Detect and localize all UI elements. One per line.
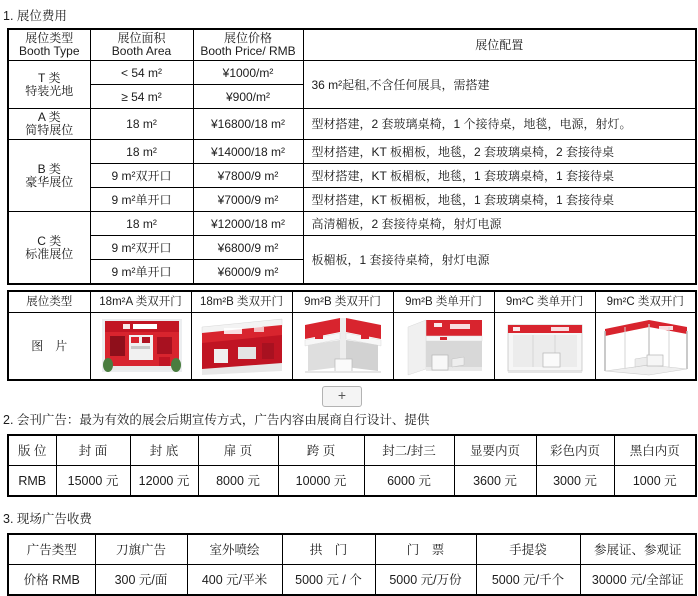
- onsite-price-flag-ad: 300 元/面: [95, 565, 187, 596]
- b-price-1: ¥14000/18 m²: [193, 140, 303, 164]
- journal-header-inside-covers: 封二/封三: [364, 435, 454, 466]
- booth-fee-table: [7, 28, 697, 285]
- journal-header-color-page: 彩色内页: [536, 435, 614, 466]
- picture-col-9c-single: 9m²C 类单开门: [494, 291, 595, 313]
- journal-row-label: RMB: [8, 466, 56, 497]
- c-config-merged: 板楣板，1 套接待桌椅，射灯电源: [303, 236, 696, 285]
- section2-title: 2. 会刊广告：最为有效的展会后期宣传方式，广告内容由展商自行设计、提供: [3, 413, 430, 427]
- journal-price-back-cover: 12000 元: [130, 466, 198, 497]
- onsite-price-outdoor-print: 400 元/平米: [187, 565, 282, 596]
- c-area-1: 18 m²: [90, 212, 193, 236]
- a-class-row: [8, 109, 696, 140]
- b-area-3: 9 m²单开口: [90, 188, 193, 212]
- c-price-2: ¥6800/9 m²: [193, 236, 303, 260]
- add-row-button[interactable]: +: [322, 386, 362, 407]
- onsite-price-ticket: 5000 元/万份: [375, 565, 476, 596]
- booth-image-cell-4: [393, 313, 494, 381]
- journal-header-spread: 跨 页: [278, 435, 364, 466]
- journal-header-bw-page: 黑白内页: [614, 435, 696, 466]
- booth-table-header-row: [8, 29, 696, 61]
- b-config-2: 型材搭建，KT 板楣板，地毯，1 套玻璃桌椅，1 套接待桌: [303, 164, 696, 188]
- header-booth-area-en: Booth Area: [111, 44, 172, 58]
- t-config: 36 m²起租,不含任何展具，需搭建: [303, 61, 696, 109]
- header-booth-type-cn: 展位类型: [25, 31, 74, 45]
- header-booth-price-cn: 展位价格: [223, 31, 272, 45]
- picture-header-row: [8, 291, 696, 313]
- journal-ad-table: [7, 434, 697, 497]
- a-config: 型材搭建，2 套玻璃桌椅，1 个接待桌，地毯，电源，射灯。: [303, 109, 696, 140]
- t-area-1: < 54 m²: [90, 61, 193, 85]
- booth-image-cell-5: [494, 313, 595, 381]
- t-price-2: ¥900/m²: [193, 85, 303, 109]
- booth-18b-red-image: [194, 315, 290, 377]
- c-config-1: 高清楣板，2 套接待桌椅，射灯电源: [303, 212, 696, 236]
- c-price-1: ¥12000/18 m²: [193, 212, 303, 236]
- section3-title: 3. 现场广告收费: [3, 512, 92, 526]
- picture-row-label: 图 片: [8, 313, 90, 381]
- booth-18a-full-red-image: [93, 315, 189, 377]
- booth-image-cell-6: [595, 313, 696, 381]
- journal-header-row: [8, 435, 696, 466]
- picture-col-18a: 18m²A 类双开门: [90, 291, 191, 313]
- journal-price-row: [8, 466, 696, 497]
- journal-price-front-cover: 15000 元: [56, 466, 130, 497]
- a-class-name-line2: 简特展位: [25, 123, 74, 137]
- a-area: 18 m²: [90, 109, 193, 140]
- picture-col-9b-double: 9m²B 类双开门: [292, 291, 393, 313]
- t-class-name: [8, 61, 90, 109]
- journal-price-bw-page: 1000 元: [614, 466, 696, 497]
- onsite-header-arch: 拱 门: [282, 534, 375, 565]
- t-class-name-line1: T 类: [38, 70, 61, 85]
- a-price: ¥16800/18 m²: [193, 109, 303, 140]
- t-class-name-line2: 特装光地: [25, 83, 74, 98]
- picture-col-18b: 18m²B 类双开门: [191, 291, 292, 313]
- onsite-header-flag-ad: 刀旗广告: [95, 534, 187, 565]
- picture-type-label: 展位类型: [8, 291, 90, 313]
- onsite-row-label: 价格 RMB: [8, 565, 95, 596]
- a-class-name-line1: A 类: [37, 110, 61, 124]
- onsite-price-badges: 30000 元/全部证: [580, 565, 696, 596]
- b-class-row-3: [8, 188, 696, 212]
- c-area-2: 9 m²双开口: [90, 236, 193, 260]
- t-area-2: ≥ 54 m²: [90, 85, 193, 109]
- onsite-header-row: [8, 534, 696, 565]
- picture-col-9c-double: 9m²C 类双开门: [595, 291, 696, 313]
- c-class-name-line1: C 类: [37, 233, 62, 248]
- journal-price-spread: 10000 元: [278, 466, 364, 497]
- picture-col-9b-single: 9m²B 类单开门: [393, 291, 494, 313]
- booth-9b-corner-two-fascia-image: [295, 315, 391, 377]
- onsite-header-outdoor-print: 室外喷绘: [187, 534, 282, 565]
- b-class-name-line1: B 类: [37, 161, 61, 176]
- header-booth-price: [193, 29, 303, 61]
- onsite-header-handbag: 手提袋: [476, 534, 580, 565]
- b-price-3: ¥7000/9 m²: [193, 188, 303, 212]
- c-price-3: ¥6000/9 m²: [193, 260, 303, 285]
- picture-row: [8, 313, 696, 381]
- b-class-row-1: [8, 140, 696, 164]
- onsite-header-ticket: 门 票: [375, 534, 476, 565]
- booth-image-cell-1: [90, 313, 191, 381]
- b-area-1: 18 m²: [90, 140, 193, 164]
- booth-9c-double-strip-image: [597, 315, 693, 377]
- booth-picture-table: [7, 290, 697, 381]
- header-booth-area-cn: 展位面积: [117, 31, 166, 45]
- journal-header-prominent-page: 显要内页: [454, 435, 536, 466]
- header-booth-config: 展位配置: [303, 29, 696, 61]
- journal-header-position: 版 位: [8, 435, 56, 466]
- journal-header-front-cover: 封 面: [56, 435, 130, 466]
- header-booth-area: [90, 29, 193, 61]
- b-area-2: 9 m²双开口: [90, 164, 193, 188]
- booth-9b-front-fascia-image: [396, 315, 492, 377]
- booth-image-cell-3: [292, 313, 393, 381]
- c-area-3: 9 m²单开口: [90, 260, 193, 285]
- onsite-price-row: [8, 565, 696, 596]
- onsite-price-handbag: 5000 元/千个: [476, 565, 580, 596]
- t-price-1: ¥1000/m²: [193, 61, 303, 85]
- header-booth-price-en: Booth Price/ RMB: [200, 44, 296, 58]
- booth-9c-single-strip-image: [497, 315, 593, 377]
- journal-header-title-page: 扉 页: [198, 435, 278, 466]
- journal-price-prominent-page: 3600 元: [454, 466, 536, 497]
- b-config-1: 型材搭建，KT 板楣板，地毯，2 套玻璃桌椅，2 套接待桌: [303, 140, 696, 164]
- onsite-header-badges: 参展证、参观证: [580, 534, 696, 565]
- journal-header-back-cover: 封 底: [130, 435, 198, 466]
- header-booth-type: [8, 29, 90, 61]
- b-class-name: [8, 140, 90, 212]
- b-class-name-line2: 豪华展位: [25, 174, 74, 189]
- c-class-row-1: [8, 212, 696, 236]
- c-class-name: [8, 212, 90, 285]
- a-class-name: [8, 109, 90, 140]
- b-class-row-2: [8, 164, 696, 188]
- journal-price-color-page: 3000 元: [536, 466, 614, 497]
- journal-price-title-page: 8000 元: [198, 466, 278, 497]
- section1-title: 1. 展位费用: [3, 9, 67, 23]
- b-config-3: 型材搭建，KT 板楣板，地毯，1 套玻璃桌椅，1 套接待桌: [303, 188, 696, 212]
- b-price-2: ¥7800/9 m²: [193, 164, 303, 188]
- onsite-price-arch: 5000 元 / 个: [282, 565, 375, 596]
- journal-price-inside-covers: 6000 元: [364, 466, 454, 497]
- onsite-header-ad-type: 广告类型: [8, 534, 95, 565]
- c-class-row-2: [8, 236, 696, 260]
- onsite-ad-table: [7, 533, 697, 596]
- t-class-row-1: [8, 61, 696, 85]
- header-booth-type-en: Booth Type: [19, 44, 80, 58]
- c-class-name-line2: 标准展位: [25, 246, 74, 261]
- booth-image-cell-2: [191, 313, 292, 381]
